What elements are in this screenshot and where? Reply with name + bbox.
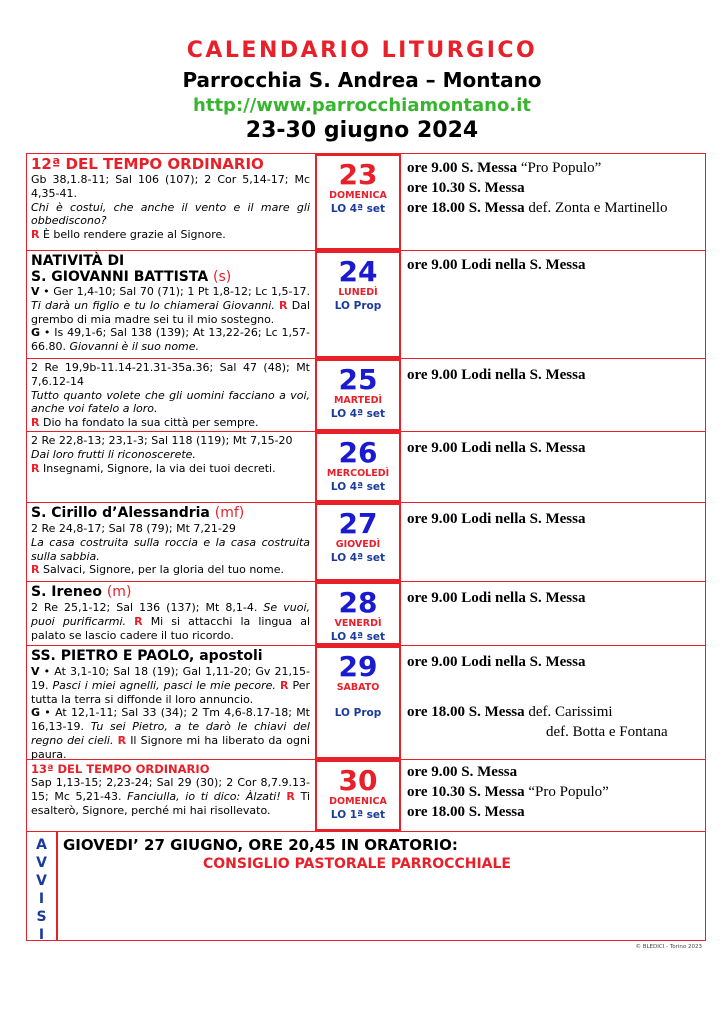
liturgy-of-hours: LO Prop: [334, 707, 382, 719]
mass-entry: ore 9.00 S. Messa “Pro Populo”: [407, 160, 602, 176]
day-name: DOMENICA: [329, 190, 387, 201]
mass-entry: ore 9.00 Lodi nella S. Messa: [407, 367, 586, 383]
notice-line: CONSIGLIO PASTORALE PARROCCHIALE: [203, 856, 511, 872]
parish-url-link[interactable]: http://www.parrocchiamontano.it: [193, 95, 531, 116]
mass-entry: ore 9.00 Lodi nella S. Messa: [407, 654, 586, 670]
day-name: MARTEDÌ: [333, 395, 383, 406]
day-row-27: [27, 503, 705, 582]
day-row-30: [27, 760, 705, 832]
day-readings: G • At 12,1-11; Sal 33 (34); 2 Tm 4,6-8.17-18; Mt 16,13-19. Tu sei Pietro, a te darò le chiavi del regno dei cieli. R Il Signore mi ha liberato da ogni paura.: [31, 706, 311, 761]
day-row-29: [27, 646, 705, 760]
readings: 2 Re 25,1-12; Sal 136 (137); Mt 8,1-4. Se vuoi, puoi purificarmi. R Mi si attacchi la lingua al palato se lascio cadere il tuo ricordo.: [31, 601, 310, 642]
date-box-29: [315, 646, 401, 759]
mass-entry: ore 18.00 S. Messa: [407, 804, 525, 820]
vigil-readings: V • At 3,1-10; Sal 18 (19); Gal 1,11-20; Gv 21,15-19. Pasci i miei agnelli, pasci le mie pecore. R Per tutta la terra si diffonde il loro annuncio.: [31, 665, 311, 706]
date-box-23: [315, 154, 401, 250]
day-name: GIOVEDÌ: [335, 539, 381, 550]
psalm-response: R È bello rendere grazie al Signore.: [31, 228, 226, 242]
day-row-25: [27, 359, 705, 432]
date-box-27: [315, 503, 401, 581]
mass-entry: ore 9.00 Lodi nella S. Messa: [407, 511, 586, 527]
mass-entry: ore 9.00 Lodi nella S. Messa: [407, 590, 586, 606]
feast-title: S. Cirillo d’Alessandria (mf): [31, 505, 245, 521]
day-number: 26: [338, 436, 378, 469]
copyright: © BLEDICI - Torino 2023: [635, 944, 702, 950]
gospel-quote: Dai loro frutti li riconoscerete.: [31, 447, 196, 461]
day-row-23: [27, 154, 705, 251]
gospel-quote: La casa costruita sulla roccia e la casa costruita sulla sabbia.: [31, 535, 310, 563]
liturgy-of-hours: LO 1ª set: [330, 809, 386, 821]
day-liturgy-27: [27, 503, 313, 581]
day-liturgy-23: [27, 154, 313, 250]
gospel-quote: Chi è costui, che anche il vento e il mare gli obbediscono?: [31, 200, 310, 228]
day-row-28: [27, 582, 705, 646]
psalm-response: R Dio ha fondato la sua città per sempre.: [31, 416, 259, 430]
feast-title: 13ª DEL TEMPO ORDINARIO: [31, 762, 210, 776]
readings: Gb 38,1.8-11; Sal 106 (107); 2 Cor 5,14-17; Mc 4,35-41.: [31, 173, 310, 200]
day-name: MERCOLEDÌ: [326, 468, 390, 479]
feast-title: NATIVITÀ DI: [31, 253, 125, 269]
date-box-26: [315, 432, 401, 502]
notices-letter: I: [38, 891, 45, 907]
liturgy-of-hours: LO Prop: [334, 300, 382, 312]
notices-label: [27, 832, 58, 943]
mass-schedule-29: [403, 646, 705, 759]
readings: Sap 1,13-15; 2,23-24; Sal 29 (30); 2 Cor 8,7.9.13-15; Mc 5,21-43. Fanciulla, io ti dico: Àlzati! R Ti esalterò, Signore, perché mi hai risollevato.: [31, 776, 310, 817]
psalm-response: R Salvaci, Signore, per la gloria del tuo nome.: [31, 563, 285, 577]
mass-entry: ore 18.00 S. Messa def. Carissimi: [407, 704, 613, 720]
vigil-readings: V • Ger 1,4-10; Sal 70 (71); 1 Pt 1,8-12; Lc 1,5-17. Ti darà un figlio e tu lo chiamerai Giovanni. R Dal grembo di mia madre sei tu il mio sostegno.: [31, 285, 311, 326]
day-number: 25: [338, 363, 378, 396]
date-range: 23-30 giugno 2024: [245, 118, 479, 143]
notice-line: GIOVEDI’ 27 GIUGNO, ORE 20,45 IN ORATORIO:: [63, 836, 458, 854]
liturgy-of-hours: LO 4ª set: [330, 203, 386, 215]
day-name: VENERDÌ: [334, 618, 382, 629]
gospel-quote: Tutto quanto volete che gli uomini facciano a voi, anche voi fatelo a loro.: [31, 388, 310, 416]
liturgy-of-hours: LO 4ª set: [330, 552, 386, 564]
mass-entry: ore 9.00 Lodi nella S. Messa: [407, 257, 586, 273]
mass-entry: ore 10.30 S. Messa: [407, 180, 525, 196]
psalm-response: R Insegnami, Signore, la via dei tuoi decreti.: [31, 461, 276, 475]
mass-entry: ore 18.00 S. Messa def. Zonta e Martinello: [407, 200, 668, 216]
notices-section: [27, 832, 705, 943]
notices-letter: S: [36, 909, 47, 925]
notices-text: [63, 836, 705, 872]
day-number: 29: [338, 650, 378, 683]
notices-letter: A: [36, 837, 47, 853]
feast-title: 12ª DEL TEMPO ORDINARIO: [31, 155, 264, 173]
liturgy-of-hours: LO 4ª set: [330, 481, 386, 493]
day-name: SABATO: [336, 682, 380, 693]
date-box-24: [315, 251, 401, 358]
calendar-grid: [26, 153, 706, 941]
readings: 2 Re 19,9b-11.14-21.31-35a.36; Sal 47 (48); Mt 7,6.12-14: [31, 361, 310, 388]
date-box-25: [315, 359, 401, 431]
day-liturgy-26: [27, 432, 313, 502]
mass-schedule-28: [403, 582, 705, 645]
date-box-28: [315, 582, 401, 645]
notices-letter: V: [36, 855, 47, 871]
mass-entry: ore 9.00 S. Messa: [407, 764, 518, 780]
day-number: 28: [338, 586, 378, 619]
mass-entry: ore 10.30 S. Messa “Pro Populo”: [407, 784, 609, 800]
liturgy-of-hours: LO 4ª set: [330, 631, 386, 643]
day-row-26: [27, 432, 705, 503]
mass-schedule-23: [403, 154, 705, 250]
day-liturgy-25: [27, 359, 313, 431]
feast-title-line2: S. GIOVANNI BATTISTA (s): [31, 269, 232, 285]
day-row-24: [27, 251, 705, 359]
day-name: LUNEDÌ: [338, 287, 378, 298]
calendar-title: CALENDARIO LITURGICO: [186, 38, 538, 63]
mass-schedule-24: [403, 251, 705, 358]
notices-letter: I: [38, 927, 45, 943]
day-liturgy-24: [27, 251, 313, 358]
mass-schedule-25: [403, 359, 705, 431]
liturgy-of-hours: LO 4ª set: [330, 408, 386, 420]
day-liturgy-28: [27, 582, 313, 645]
day-liturgy-29: [27, 646, 313, 759]
day-number: 27: [338, 507, 378, 540]
notices-letter: V: [36, 873, 47, 889]
day-number: 23: [338, 158, 378, 191]
date-box-30: [315, 760, 401, 831]
day-number: 24: [338, 255, 378, 288]
mass-entry: def. Botta e Fontana: [546, 724, 668, 740]
mass-schedule-27: [403, 503, 705, 581]
mass-schedule-30: [403, 760, 705, 831]
feast-title: SS. PIETRO E PAOLO, apostoli: [31, 648, 263, 664]
mass-schedule-26: [403, 432, 705, 502]
feast-title: S. Ireneo (m): [31, 584, 132, 600]
readings: 2 Re 22,8-13; 23,1-3; Sal 118 (119); Mt 7,15-20: [31, 434, 293, 447]
parish-name: Parrocchia S. Andrea – Montano: [182, 68, 542, 92]
day-readings: G • Is 49,1-6; Sal 138 (139); At 13,22-26; Lc 1,57-66.80. Giovanni è il suo nome.: [31, 326, 311, 354]
day-name: DOMENICA: [329, 796, 387, 807]
day-liturgy-30: [27, 760, 313, 831]
readings: 2 Re 24,8-17; Sal 78 (79); Mt 7,21-29: [31, 522, 236, 535]
day-number: 30: [338, 764, 378, 797]
mass-entry: ore 9.00 Lodi nella S. Messa: [407, 440, 586, 456]
